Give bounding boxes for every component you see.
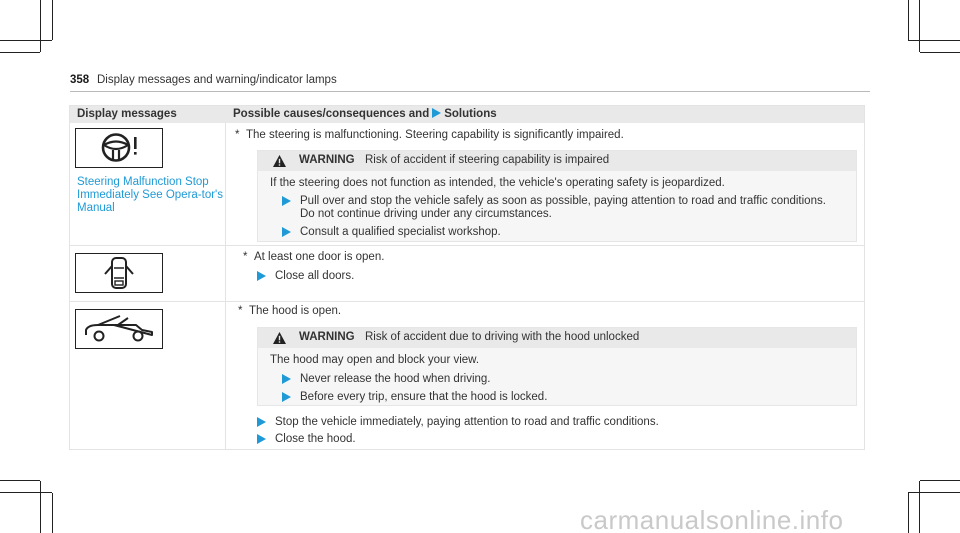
crop-mark bbox=[908, 492, 960, 493]
warning-header bbox=[258, 151, 856, 171]
crop-mark bbox=[908, 493, 909, 533]
bullet-arrow-icon bbox=[282, 196, 291, 206]
column-header-solutions-label: Solutions bbox=[444, 108, 497, 120]
bullet-arrow-icon bbox=[257, 434, 266, 444]
crop-mark bbox=[919, 0, 920, 52]
warning-title: WARNING bbox=[299, 331, 355, 343]
crop-mark bbox=[908, 0, 909, 40]
bullet-arrow-icon bbox=[257, 271, 266, 281]
crop-mark bbox=[920, 52, 960, 53]
steering-warning-box bbox=[257, 150, 857, 242]
column-divider bbox=[225, 123, 226, 450]
bullet-arrow-icon bbox=[282, 374, 291, 384]
crop-mark bbox=[0, 52, 40, 53]
page-number: 358 bbox=[70, 74, 90, 86]
warning-subtitle: Risk of accident if steering capability is impaired bbox=[365, 154, 610, 166]
row-divider bbox=[70, 245, 864, 246]
star-symbol: * bbox=[235, 129, 240, 141]
bullet-arrow-icon bbox=[282, 392, 291, 402]
page-header bbox=[70, 74, 870, 92]
warning-step: Before every trip, ensure that the hood is locked. bbox=[300, 391, 548, 403]
crop-mark bbox=[40, 481, 41, 533]
table-header bbox=[70, 106, 864, 123]
steering-cause-text: The steering is malfunctioning. Steering capability is significantly impaired. bbox=[246, 129, 624, 141]
crop-mark bbox=[920, 480, 960, 481]
column-header-causes-label: Possible causes/consequences and bbox=[233, 108, 430, 120]
solution-arrow-icon bbox=[432, 108, 441, 118]
crop-mark bbox=[0, 40, 52, 41]
page-title: Display messages and warning/indicator lamps bbox=[97, 74, 337, 86]
warning-subtitle: Risk of accident due to driving with the hood unlocked bbox=[365, 331, 640, 343]
crop-mark bbox=[40, 0, 41, 52]
warning-step: Never release the hood when driving. bbox=[300, 373, 491, 385]
warning-title: WARNING bbox=[299, 154, 355, 166]
steering-wheel-warning-icon bbox=[75, 128, 163, 168]
hood-open-icon bbox=[75, 309, 163, 349]
hood-warning-box bbox=[257, 327, 857, 406]
star-symbol: * bbox=[238, 305, 243, 317]
warning-triangle-icon bbox=[273, 155, 286, 167]
warning-triangle-icon bbox=[273, 332, 286, 344]
column-header-causes-solutions bbox=[233, 108, 497, 120]
hood-solution-step: Close the hood. bbox=[275, 433, 356, 445]
crop-mark bbox=[0, 480, 40, 481]
warning-body: If the steering does not function as intended, the vehicle's operating safety is jeopardized. bbox=[270, 177, 725, 189]
crop-mark bbox=[0, 492, 52, 493]
row-divider bbox=[70, 301, 864, 302]
hood-cause-text: The hood is open. bbox=[249, 305, 342, 317]
crop-mark bbox=[908, 40, 960, 41]
hood-solution-step: Stop the vehicle immediately, paying attention to road and traffic conditions. bbox=[275, 416, 659, 428]
warning-step: Pull over and stop the vehicle safely as soon as possible, paying attention to road and traffic conditions. bbox=[300, 195, 826, 207]
display-messages-table bbox=[69, 105, 865, 450]
crop-mark bbox=[52, 493, 53, 533]
star-symbol: * bbox=[243, 251, 248, 263]
bullet-arrow-icon bbox=[257, 417, 266, 427]
warning-step: Consult a qualified specialist workshop. bbox=[300, 226, 501, 238]
crop-mark bbox=[919, 481, 920, 533]
watermark: carmanualsonline.info bbox=[580, 505, 844, 533]
door-open-icon bbox=[75, 253, 163, 293]
crop-mark bbox=[52, 0, 53, 40]
warning-body: The hood may open and block your view. bbox=[270, 354, 480, 366]
door-cause-text: At least one door is open. bbox=[254, 251, 385, 263]
column-header-display-messages: Display messages bbox=[77, 108, 177, 120]
steering-malfunction-message: Steering Malfunction Stop Immediately See Opera-tor's Manual bbox=[77, 176, 224, 214]
bullet-arrow-icon bbox=[282, 227, 291, 237]
door-solution-step: Close all doors. bbox=[275, 270, 355, 282]
warning-header bbox=[258, 328, 856, 348]
warning-step-continued: Do not continue driving under any circumstances. bbox=[300, 208, 552, 220]
